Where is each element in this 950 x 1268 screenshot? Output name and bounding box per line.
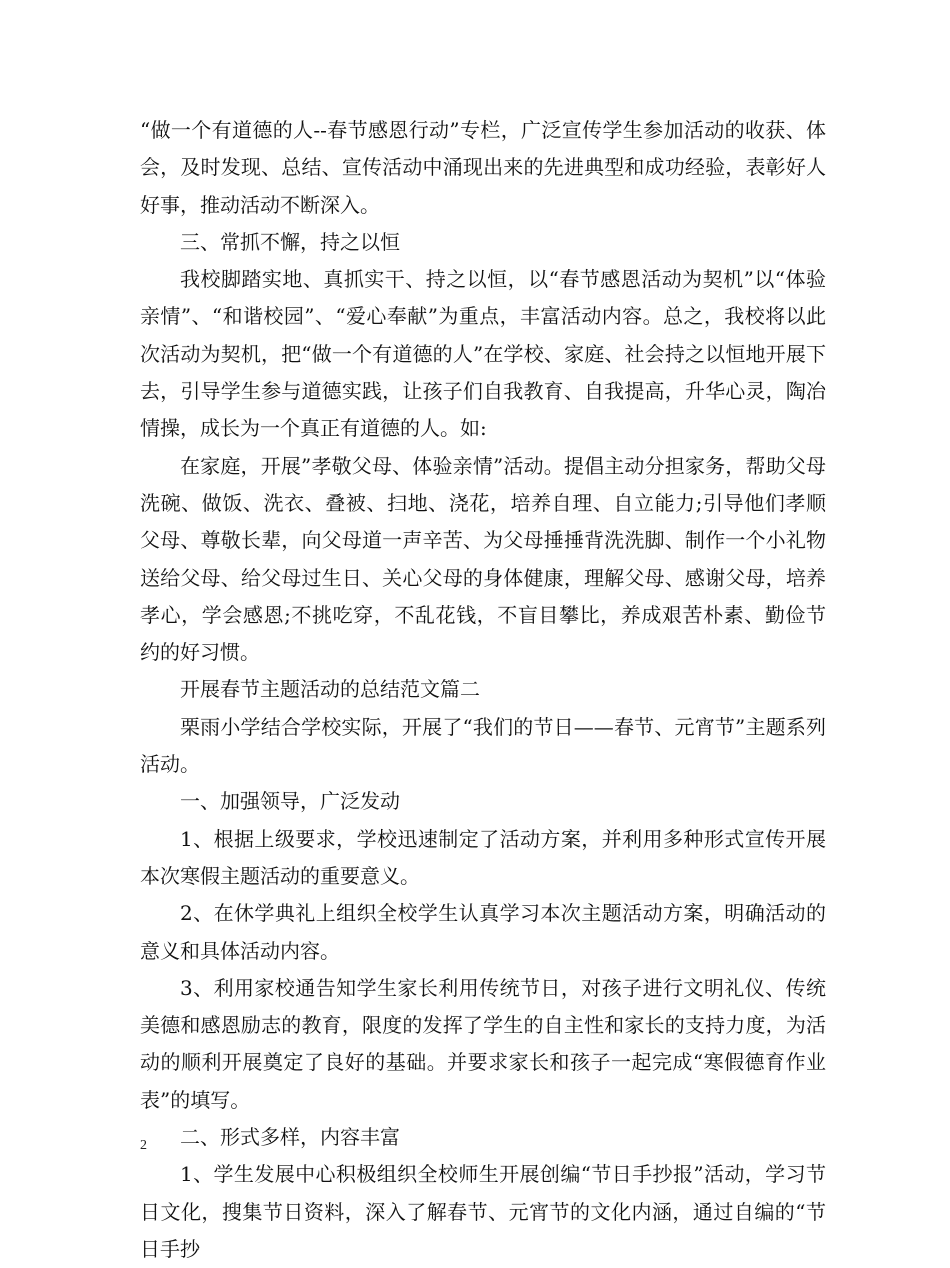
page-number: 2 [140,1138,147,1153]
section-heading-2: 二、形式多样，内容丰富 [180,1125,400,1150]
section-heading-1: 一、加强领导，广泛发动 [180,789,400,814]
paragraph-1: “做一个有道德的人--春节感恩行动”专栏，广泛宣传学生参加活动的收获、体会，及时发现、总结、宣传活动中涌现出来的先进典型和成功经验，表彰好人好事，推动活动不断深入。 [140,118,826,217]
article-heading-2: 开展春节主题活动的总结范文篇二 [180,677,480,702]
list-item-4: 1、学生发展中心积极组织全校师生开展创编“节日手抄报”活动，学习节日文化，搜集节日资料，深入了解春节、元宵节的文化内涵，通过自编的“节日手抄 [140,1162,826,1261]
paragraph-2: 我校脚踏实地、真抓实干、持之以恒，以“春节感恩活动为契机”以“体验亲情”、“和谐校园”、“爱心奉献”为重点，丰富活动内容。总之，我校将以此次活动为契机，把“做一个有道德的人”在学校、家庭、社会持之以恒地开展下去，引导学生参与道德实践，让孩子们自我教育、自我提高，升华心灵，陶冶情操，成长为一个真正有道德的人。如: [140,267,826,441]
document-body [140,112,826,1268]
paragraph-3: 在家庭，开展”孝敬父母、体验亲情”活动。提倡主动分担家务，帮助父母洗碗、做饭、洗衣、叠被、扫地、浇花，培养自理、自立能力;引导他们孝顺父母、尊敬长辈，向父母道一声辛苦、为父母捶捶背洗洗脚、制作一个小礼物送给父母、给父母过生日、关心父母的身体健康，理解父母、感谢父母，培养孝心，学会感恩;不挑吃穿，不乱花钱，不盲目攀比，养成艰苦朴素、勤俭节约的好习惯。 [140,453,826,665]
paragraph-4: 栗雨小学结合学校实际，开展了“我们的节日——春节、元宵节”主题系列活动。 [140,714,826,777]
list-item-1: 1、根据上级要求，学校迅速制定了活动方案，并利用多种形式宣传开展本次寒假主题活动的重要意义。 [140,826,826,888]
list-item-3: 3、利用家校通告知学生家长利用传统节日，对孩子进行文明礼仪、传统美德和感恩励志的教育，限度的发挥了学生的自主性和家长的支持力度，为活动的顺利开展奠定了良好的基础。并要求家长和孩子一起完成“寒假德育作业表”的填写。 [140,975,826,1112]
list-item-2: 2、在休学典礼上组织全校学生认真学习本次主题活动方案，明确活动的意义和具体活动内容。 [140,901,826,963]
section-heading-3: 三、常抓不懈，持之以恒 [180,229,400,254]
